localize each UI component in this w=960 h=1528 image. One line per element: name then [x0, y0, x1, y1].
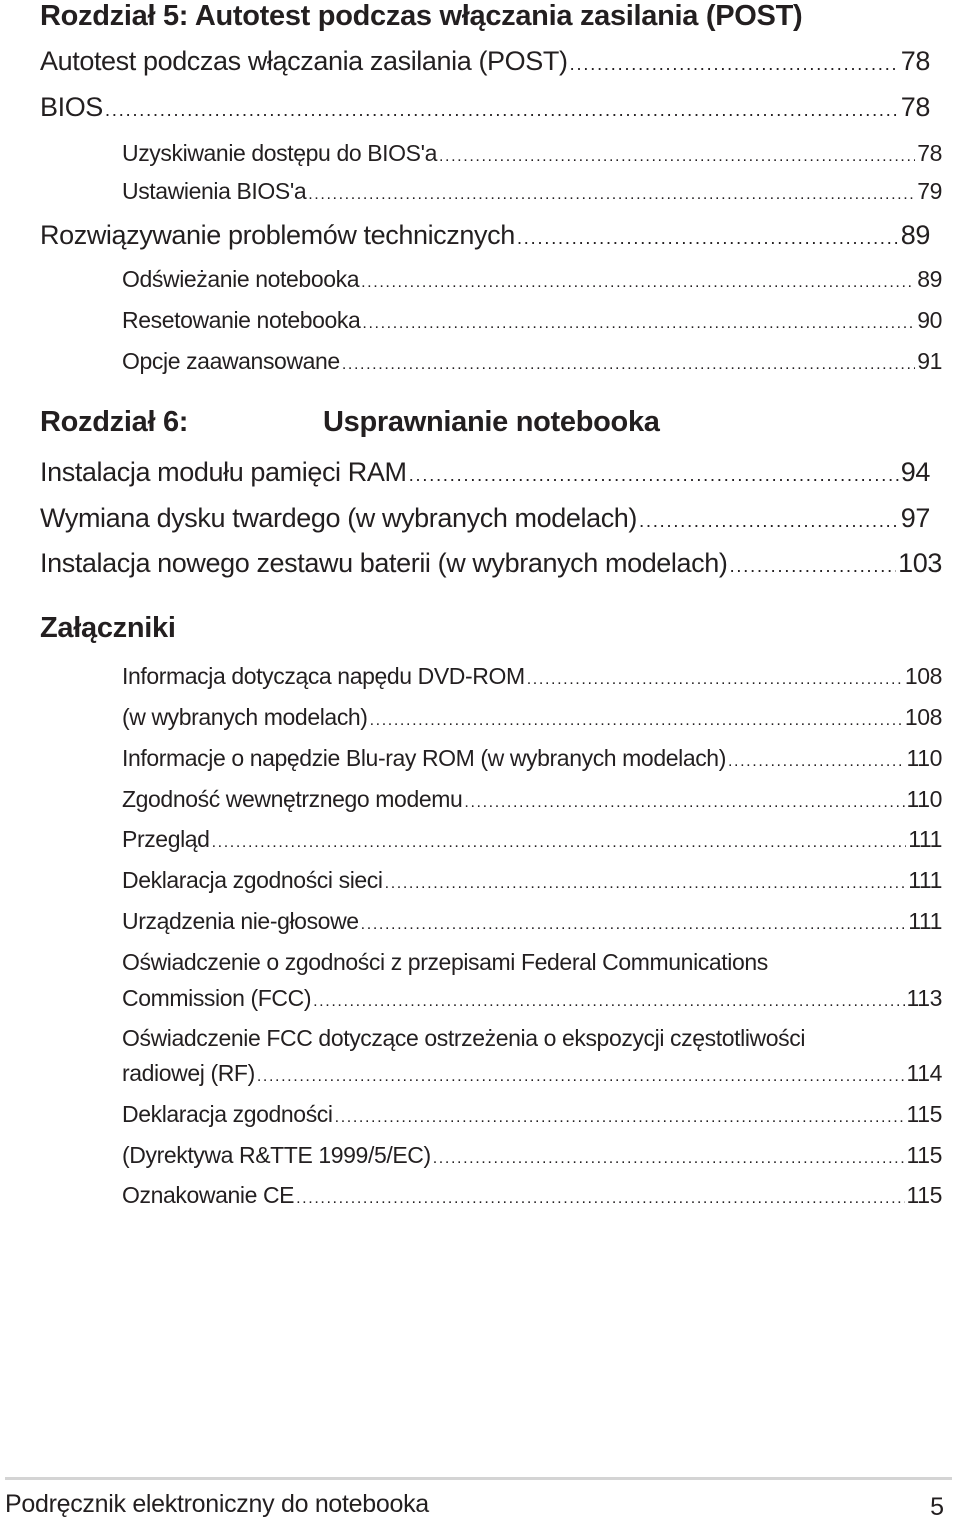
toc-entry-text: Deklaracja zgodności	[122, 1101, 333, 1127]
dot-leader	[527, 670, 903, 689]
dot-leader	[361, 273, 915, 292]
toc-entry-page: 97	[900, 503, 930, 533]
toc-subentry[interactable]	[122, 745, 942, 772]
toc-entry-page: 115	[906, 1142, 942, 1168]
dot-leader	[362, 314, 915, 333]
dot-leader	[370, 711, 903, 730]
toc-entry-text: Resetowanie notebooka	[122, 307, 361, 333]
toc-entry-text: Urządzenia nie-głosowe	[122, 908, 359, 934]
toc-entry-page: 94	[900, 457, 930, 487]
toc-entry-page: 115	[906, 1101, 942, 1127]
toc-entry-page: 110	[906, 745, 942, 771]
toc-subentry-first-line[interactable]: Oświadczenie o zgodności z przepisami Federal Communications	[122, 949, 768, 975]
toc-entry[interactable]	[40, 92, 930, 123]
dot-leader	[308, 185, 915, 204]
dot-leader	[335, 1108, 905, 1127]
toc-entry-text: Informacje o napędzie Blu-ray ROM (w wybranych modelach)	[122, 745, 726, 771]
page-number: 5	[930, 1493, 944, 1521]
toc-entry-text: radiowej (RF)	[122, 1060, 255, 1086]
toc-entry-text: Opcje zaawansowane	[122, 348, 340, 374]
toc-subentry[interactable]	[122, 1060, 942, 1087]
chapter5-heading: Rozdział 5: Autotest podczas włączania zasilania (POST)	[40, 0, 803, 32]
toc-entry-text: Odświeżanie notebooka	[122, 266, 360, 292]
toc-subentry[interactable]	[122, 140, 942, 167]
dot-leader	[212, 833, 907, 852]
toc-subentry[interactable]	[122, 786, 942, 813]
toc-entry-text: Informacja dotycząca napędu DVD-ROM	[122, 663, 525, 689]
dot-leader	[728, 752, 905, 771]
toc-entry[interactable]	[40, 457, 930, 488]
toc-entry-text: Commission (FCC)	[122, 985, 312, 1011]
toc-entry-text: Ustawienia BIOS'a	[122, 178, 307, 204]
dot-leader	[361, 915, 907, 934]
toc-entry[interactable]	[40, 548, 942, 579]
toc-entry-page: 89	[900, 220, 930, 250]
toc-entry-page: 110	[906, 786, 942, 812]
dot-leader	[517, 228, 899, 250]
toc-entry-page: 114	[906, 1060, 942, 1086]
footer-divider	[5, 1477, 952, 1480]
dot-leader	[729, 556, 896, 578]
toc-entry-text: Przegląd	[122, 826, 210, 852]
dot-leader	[439, 147, 915, 166]
toc-entry-text: BIOS	[40, 92, 103, 122]
toc-entry-page: 78	[917, 140, 942, 166]
toc-entry-page: 89	[917, 266, 942, 292]
toc-entry-page: 115	[906, 1182, 942, 1208]
toc-subentry[interactable]	[122, 348, 942, 375]
dot-leader	[105, 100, 899, 122]
toc-entry-page: 79	[917, 178, 942, 204]
toc-entry-page: 108	[904, 704, 942, 730]
dot-leader	[433, 1149, 905, 1168]
toc-entry-page: 111	[908, 826, 942, 852]
toc-entry-text: Deklaracja zgodności sieci	[122, 867, 383, 893]
dot-leader	[570, 54, 899, 76]
toc-entry-text: (w wybranych modelach)	[122, 704, 368, 730]
toc-entry-text: Uzyskiwanie dostępu do BIOS'a	[122, 140, 437, 166]
toc-subentry[interactable]	[122, 663, 942, 690]
toc-subentry[interactable]	[122, 1142, 942, 1169]
toc-entry-text: Oznakowanie CE	[122, 1182, 295, 1208]
toc-subentry[interactable]	[122, 704, 942, 731]
toc-subentry[interactable]	[122, 266, 942, 293]
footer-title: Podręcznik elektroniczny do notebooka	[5, 1490, 429, 1518]
chapter6-label: Rozdział 6:	[40, 406, 189, 438]
toc-entry-page: 91	[917, 348, 942, 374]
toc-entry-page: 108	[904, 663, 942, 689]
toc-entry-text: Rozwiązywanie problemów technicznych	[40, 220, 515, 250]
toc-subentry[interactable]	[122, 826, 942, 853]
appendix-heading: Załączniki	[40, 612, 176, 644]
toc-entry-page: 111	[908, 908, 942, 934]
toc-entry-page: 78	[900, 92, 930, 122]
dot-leader	[385, 874, 907, 893]
dot-leader	[342, 355, 915, 374]
chapter6-title: Usprawnianie notebooka	[323, 406, 660, 438]
dot-leader	[464, 793, 904, 812]
toc-subentry[interactable]	[122, 867, 942, 894]
toc-entry-page: 90	[917, 307, 942, 333]
toc-entry-text: Wymiana dysku twardego (w wybranych modelach)	[40, 503, 638, 533]
toc-entry-text: Autotest podczas włączania zasilania (POST)	[40, 46, 568, 76]
toc-entry-text: Instalacja modułu pamięci RAM	[40, 457, 407, 487]
dot-leader	[409, 465, 899, 487]
toc-entry-text: Instalacja nowego zestawu baterii (w wybranych modelach)	[40, 548, 728, 578]
toc-subentry[interactable]	[122, 1101, 942, 1128]
dot-leader	[639, 511, 899, 533]
toc-entry-page: 103	[898, 548, 942, 578]
dot-leader	[257, 1067, 905, 1086]
toc-entry[interactable]	[40, 46, 930, 77]
dot-leader	[296, 1189, 904, 1208]
toc-entry-page: 111	[908, 867, 942, 893]
toc-entry-page: 78	[900, 46, 930, 76]
toc-subentry[interactable]	[122, 908, 942, 935]
toc-subentry[interactable]	[122, 985, 942, 1012]
dot-leader	[313, 992, 904, 1011]
toc-entry-text: (Dyrektywa R&TTE 1999/5/EC)	[122, 1142, 431, 1168]
toc-entry-page: 113	[906, 985, 942, 1011]
toc-entry[interactable]	[40, 220, 930, 251]
toc-subentry[interactable]	[122, 178, 942, 205]
chapter6-heading	[40, 406, 660, 439]
toc-entry[interactable]	[40, 503, 930, 534]
toc-subentry[interactable]	[122, 307, 942, 334]
toc-entry-text: Zgodność wewnętrznego modemu	[122, 786, 463, 812]
toc-subentry-first-line[interactable]: Oświadczenie FCC dotyczące ostrzeżenia o ekspozycji częstotliwości	[122, 1025, 806, 1051]
toc-subentry[interactable]	[122, 1182, 942, 1209]
